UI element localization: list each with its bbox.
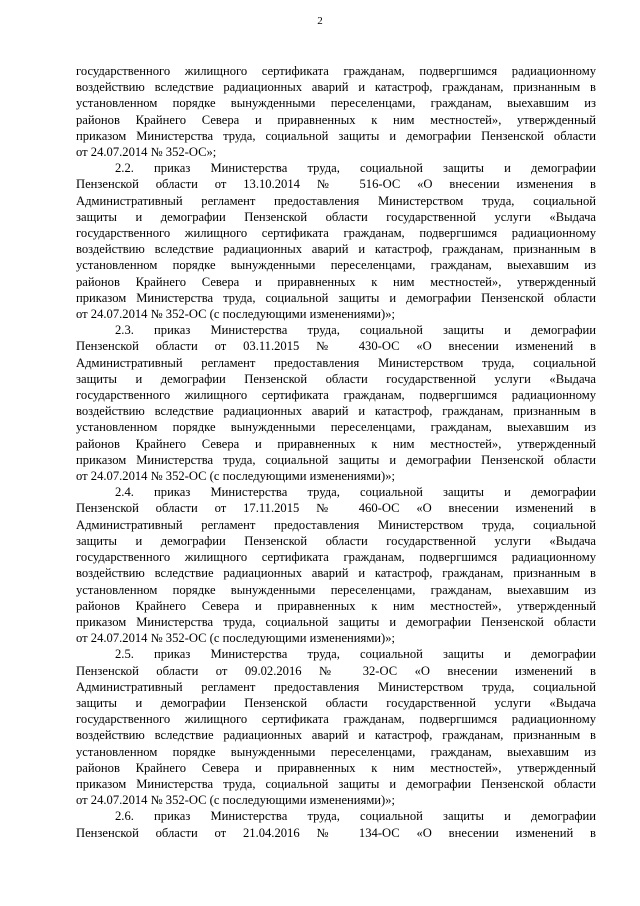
text-line: защиты и демографии Пензенской области государственной услуги «Выдача [76, 695, 596, 710]
text-line: государственного жилищного сертификата гражданам, подвергшимся радиационному [76, 388, 596, 403]
text-line: приказом Министерства труда, социальной защиты и демографии Пензенской области [76, 128, 596, 143]
text-line: воздействию вследствие радиационных аварий и катастроф, гражданам, признанным в [76, 728, 596, 743]
text-line: районов Крайнего Севера и приравненных к ним местностей», утвержденный [76, 436, 596, 451]
page-number: 2 [317, 15, 323, 27]
text-line: 2.3. приказ Министерства труда, социальной защиты и демографии [115, 323, 596, 338]
text-line: защиты и демографии Пензенской области государственной услуги «Выдача [76, 533, 596, 548]
text-line: государственного жилищного сертификата гражданам, подвергшимся радиационному [76, 226, 596, 241]
text-line: районов Крайнего Севера и приравненных к ним местностей», утвержденный [76, 112, 596, 127]
text-line: установленном порядке вынужденными переселенцами, гражданам, выехавшим из [76, 582, 596, 597]
text-line: Пензенской области от 09.02.2016 № 32-ОС «О внесении изменений в [76, 663, 596, 678]
text-line: Пензенской области от 17.11.2015 № 460-ОС «О внесении изменений в [76, 501, 596, 516]
text-line: государственного жилищного сертификата гражданам, подвергшимся радиационному [76, 550, 596, 565]
document-body [76, 63, 596, 841]
text-line: районов Крайнего Севера и приравненных к ним местностей», утвержденный [76, 760, 596, 775]
text-line: Пензенской области от 13.10.2014 № 516-ОС «О внесении изменения в [76, 177, 596, 192]
text-line: районов Крайнего Севера и приравненных к ним местностей», утвержденный [76, 598, 596, 613]
text-line: приказом Министерства труда, социальной защиты и демографии Пензенской области [76, 290, 596, 305]
text-line: 2.5. приказ Министерства труда, социальной защиты и демографии [115, 647, 596, 662]
text-line: защиты и демографии Пензенской области государственной услуги «Выдача [76, 209, 596, 224]
text-line: приказом Министерства труда, социальной защиты и демографии Пензенской области [76, 614, 596, 629]
text-line: воздействию вследствие радиационных аварий и катастроф, гражданам, признанным в [76, 566, 596, 581]
text-line: воздействию вследствие радиационных аварий и катастроф, гражданам, признанным в [76, 80, 596, 95]
text-line: от 24.07.2014 № 352-ОС (с последующими изменениями)»; [76, 631, 396, 646]
text-line: 2.6. приказ Министерства труда, социальной защиты и демографии [115, 809, 596, 824]
text-line: установленном порядке вынужденными переселенцами, гражданам, выехавшим из [76, 96, 596, 111]
text-line: Пензенской области от 21.04.2016 № 134-ОС «О внесении изменений в [76, 825, 596, 840]
text-line: установленном порядке вынужденными переселенцами, гражданам, выехавшим из [76, 744, 596, 759]
text-line: районов Крайнего Севера и приравненных к ним местностей», утвержденный [76, 274, 596, 289]
text-line: 2.4. приказ Министерства труда, социальной защиты и демографии [115, 485, 596, 500]
text-line: приказом Министерства труда, социальной защиты и демографии Пензенской области [76, 452, 596, 467]
text-line: воздействию вследствие радиационных аварий и катастроф, гражданам, признанным в [76, 404, 596, 419]
text-line: 2.2. приказ Министерства труда, социальной защиты и демографии [115, 161, 596, 176]
text-line: от 24.07.2014 № 352-ОС (с последующими изменениями)»; [76, 793, 396, 808]
text-line: Административный регламент предоставления Министерством труда, социальной [76, 193, 596, 208]
text-line: защиты и демографии Пензенской области государственной услуги «Выдача [76, 371, 596, 386]
text-line: государственного жилищного сертификата гражданам, подвергшимся радиационному [76, 64, 596, 78]
text-line: Административный регламент предоставления Министерством труда, социальной [76, 679, 596, 694]
text-line: государственного жилищного сертификата гражданам, подвергшимся радиационному [76, 712, 596, 727]
text-line: Административный регламент предоставления Министерством труда, социальной [76, 355, 596, 370]
text-line: от 24.07.2014 № 352-ОС»; [76, 145, 217, 160]
text-line: от 24.07.2014 № 352-ОС (с последующими изменениями)»; [76, 469, 396, 484]
text-line: установленном порядке вынужденными переселенцами, гражданам, выехавшим из [76, 258, 596, 273]
text-line: Административный регламент предоставления Министерством труда, социальной [76, 517, 596, 532]
text-line: от 24.07.2014 № 352-ОС (с последующими изменениями)»; [76, 307, 396, 322]
text-line: воздействию вследствие радиационных аварий и катастроф, гражданам, признанным в [76, 242, 596, 257]
text-line: установленном порядке вынужденными переселенцами, гражданам, выехавшим из [76, 420, 596, 435]
text-line: Пензенской области от 03.11.2015 № 430-ОС «О внесении изменений в [76, 339, 596, 354]
text-line: приказом Министерства труда, социальной защиты и демографии Пензенской области [76, 776, 596, 791]
